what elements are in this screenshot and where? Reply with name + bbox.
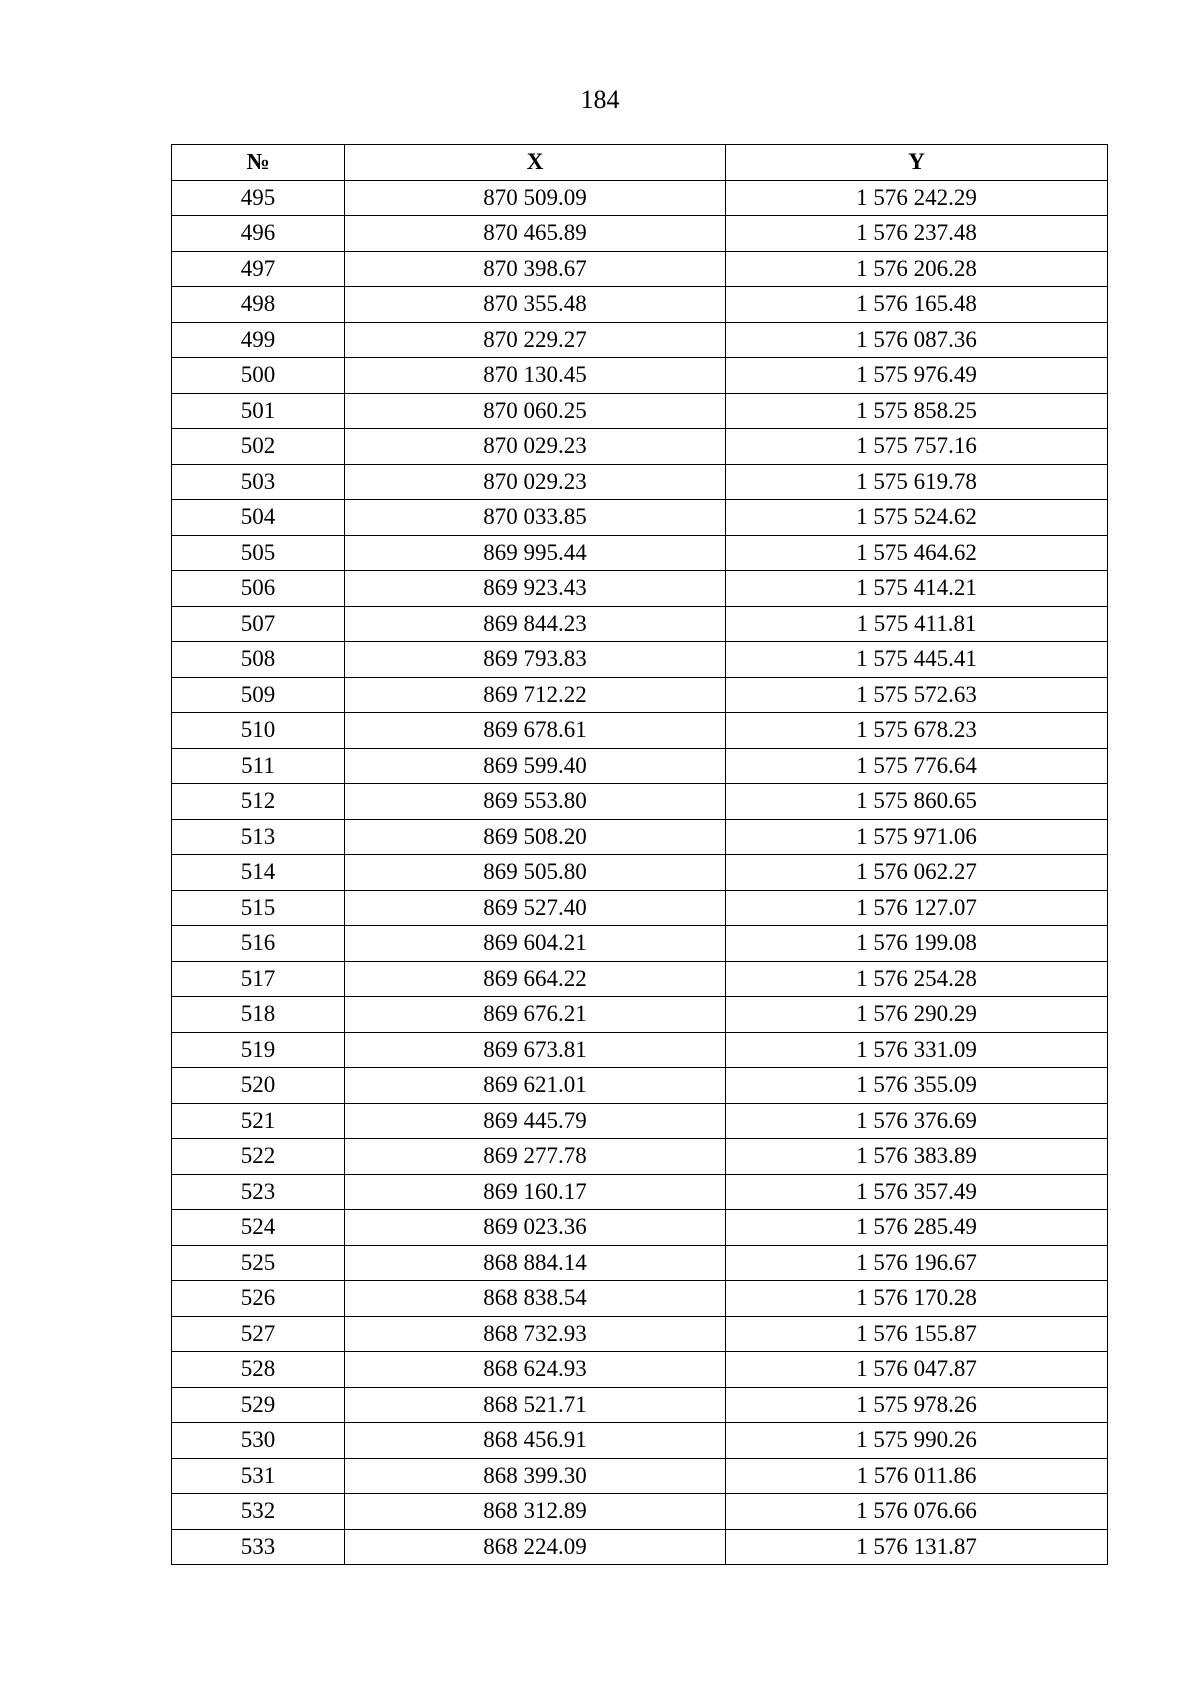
cell-number: 513 [172, 819, 345, 855]
cell-x: 869 995.44 [345, 535, 726, 571]
cell-number: 501 [172, 393, 345, 429]
cell-x: 868 884.14 [345, 1245, 726, 1281]
cell-y: 1 575 678.23 [726, 713, 1108, 749]
cell-number: 511 [172, 748, 345, 784]
table-row [172, 961, 1108, 997]
cell-y: 1 576 087.36 [726, 322, 1108, 358]
cell-y: 1 576 376.69 [726, 1103, 1108, 1139]
cell-y: 1 575 572.63 [726, 677, 1108, 713]
cell-x: 869 673.81 [345, 1032, 726, 1068]
cell-x: 868 456.91 [345, 1423, 726, 1459]
cell-number: 498 [172, 287, 345, 323]
cell-y: 1 576 285.49 [726, 1210, 1108, 1246]
cell-number: 529 [172, 1387, 345, 1423]
cell-x: 869 599.40 [345, 748, 726, 784]
cell-number: 496 [172, 216, 345, 252]
cell-x: 868 624.93 [345, 1352, 726, 1388]
cell-x: 870 029.23 [345, 429, 726, 465]
table-row [172, 322, 1108, 358]
cell-y: 1 576 357.49 [726, 1174, 1108, 1210]
cell-y: 1 576 290.29 [726, 997, 1108, 1033]
cell-y: 1 576 331.09 [726, 1032, 1108, 1068]
cell-x: 868 838.54 [345, 1281, 726, 1317]
cell-y: 1 575 858.25 [726, 393, 1108, 429]
cell-y: 1 575 757.16 [726, 429, 1108, 465]
cell-y: 1 576 196.67 [726, 1245, 1108, 1281]
cell-y: 1 576 199.08 [726, 926, 1108, 962]
cell-number: 533 [172, 1529, 345, 1565]
cell-y: 1 576 127.07 [726, 890, 1108, 926]
cell-y: 1 576 155.87 [726, 1316, 1108, 1352]
table-row [172, 464, 1108, 500]
table-row [172, 1281, 1108, 1317]
cell-number: 530 [172, 1423, 345, 1459]
cell-x: 870 033.85 [345, 500, 726, 536]
cell-y: 1 576 383.89 [726, 1139, 1108, 1175]
cell-number: 527 [172, 1316, 345, 1352]
table-row [172, 926, 1108, 962]
table-row [172, 1423, 1108, 1459]
cell-y: 1 575 411.81 [726, 606, 1108, 642]
table-row [172, 1352, 1108, 1388]
cell-y: 1 576 170.28 [726, 1281, 1108, 1317]
cell-y: 1 575 776.64 [726, 748, 1108, 784]
cell-number: 508 [172, 642, 345, 678]
cell-x: 869 664.22 [345, 961, 726, 997]
table-row [172, 535, 1108, 571]
cell-x: 869 923.43 [345, 571, 726, 607]
cell-y: 1 575 990.26 [726, 1423, 1108, 1459]
cell-number: 514 [172, 855, 345, 891]
cell-number: 516 [172, 926, 345, 962]
cell-y: 1 576 206.28 [726, 251, 1108, 287]
table-row [172, 429, 1108, 465]
cell-x: 870 509.09 [345, 180, 726, 216]
header-y: Y [726, 145, 1108, 181]
table-row [172, 819, 1108, 855]
cell-y: 1 575 445.41 [726, 642, 1108, 678]
cell-y: 1 575 978.26 [726, 1387, 1108, 1423]
cell-x: 868 732.93 [345, 1316, 726, 1352]
table-row [172, 571, 1108, 607]
cell-x: 868 312.89 [345, 1494, 726, 1530]
cell-number: 517 [172, 961, 345, 997]
cell-number: 499 [172, 322, 345, 358]
table-row [172, 1494, 1108, 1530]
table-row [172, 1316, 1108, 1352]
cell-x: 870 029.23 [345, 464, 726, 500]
cell-number: 523 [172, 1174, 345, 1210]
table-row [172, 713, 1108, 749]
cell-number: 502 [172, 429, 345, 465]
table-row [172, 1210, 1108, 1246]
cell-y: 1 576 076.66 [726, 1494, 1108, 1530]
table-row [172, 1139, 1108, 1175]
cell-number: 506 [172, 571, 345, 607]
cell-x: 869 621.01 [345, 1068, 726, 1104]
cell-x: 869 676.21 [345, 997, 726, 1033]
cell-y: 1 576 011.86 [726, 1458, 1108, 1494]
table-row [172, 1387, 1108, 1423]
cell-y: 1 575 971.06 [726, 819, 1108, 855]
cell-y: 1 575 524.62 [726, 500, 1108, 536]
cell-y: 1 576 131.87 [726, 1529, 1108, 1565]
cell-y: 1 575 464.62 [726, 535, 1108, 571]
cell-y: 1 576 237.48 [726, 216, 1108, 252]
table-header-row [172, 145, 1108, 181]
table-row [172, 606, 1108, 642]
header-number: № [172, 145, 345, 181]
cell-x: 870 130.45 [345, 358, 726, 394]
cell-x: 870 465.89 [345, 216, 726, 252]
cell-y: 1 576 165.48 [726, 287, 1108, 323]
cell-x: 868 521.71 [345, 1387, 726, 1423]
table-row [172, 1529, 1108, 1565]
cell-y: 1 576 062.27 [726, 855, 1108, 891]
table-row [172, 287, 1108, 323]
table-row [172, 677, 1108, 713]
cell-y: 1 575 619.78 [726, 464, 1108, 500]
cell-number: 531 [172, 1458, 345, 1494]
cell-x: 869 712.22 [345, 677, 726, 713]
cell-number: 518 [172, 997, 345, 1033]
cell-x: 869 023.36 [345, 1210, 726, 1246]
table-row [172, 855, 1108, 891]
table-row [172, 216, 1108, 252]
cell-x: 869 445.79 [345, 1103, 726, 1139]
cell-y: 1 575 860.65 [726, 784, 1108, 820]
cell-y: 1 575 414.21 [726, 571, 1108, 607]
table-row [172, 500, 1108, 536]
table-row [172, 890, 1108, 926]
cell-x: 869 678.61 [345, 713, 726, 749]
cell-number: 500 [172, 358, 345, 394]
cell-number: 519 [172, 1032, 345, 1068]
table-row [172, 997, 1108, 1033]
cell-x: 870 398.67 [345, 251, 726, 287]
table-row [172, 393, 1108, 429]
cell-y: 1 576 355.09 [726, 1068, 1108, 1104]
table-row [172, 748, 1108, 784]
cell-x: 869 844.23 [345, 606, 726, 642]
cell-x: 869 277.78 [345, 1139, 726, 1175]
cell-number: 507 [172, 606, 345, 642]
cell-y: 1 576 254.28 [726, 961, 1108, 997]
cell-x: 869 527.40 [345, 890, 726, 926]
table-row [172, 251, 1108, 287]
cell-y: 1 576 242.29 [726, 180, 1108, 216]
cell-x: 868 224.09 [345, 1529, 726, 1565]
cell-number: 525 [172, 1245, 345, 1281]
table-row [172, 1245, 1108, 1281]
cell-x: 869 604.21 [345, 926, 726, 962]
cell-number: 495 [172, 180, 345, 216]
table-row [172, 642, 1108, 678]
cell-x: 869 160.17 [345, 1174, 726, 1210]
cell-x: 869 553.80 [345, 784, 726, 820]
table-row [172, 1174, 1108, 1210]
cell-number: 509 [172, 677, 345, 713]
cell-x: 869 505.80 [345, 855, 726, 891]
table-row [172, 1103, 1108, 1139]
cell-number: 503 [172, 464, 345, 500]
cell-number: 521 [172, 1103, 345, 1139]
cell-number: 497 [172, 251, 345, 287]
cell-x: 869 793.83 [345, 642, 726, 678]
cell-x: 870 229.27 [345, 322, 726, 358]
cell-x: 870 060.25 [345, 393, 726, 429]
cell-y: 1 575 976.49 [726, 358, 1108, 394]
table-row [172, 1068, 1108, 1104]
cell-number: 524 [172, 1210, 345, 1246]
coordinates-table [171, 144, 1108, 1565]
cell-x: 868 399.30 [345, 1458, 726, 1494]
cell-number: 520 [172, 1068, 345, 1104]
cell-number: 526 [172, 1281, 345, 1317]
page-number: 184 [580, 85, 620, 114]
cell-x: 870 355.48 [345, 287, 726, 323]
cell-x: 869 508.20 [345, 819, 726, 855]
table-row [172, 1458, 1108, 1494]
table-row [172, 1032, 1108, 1068]
cell-number: 510 [172, 713, 345, 749]
table-row [172, 784, 1108, 820]
cell-number: 512 [172, 784, 345, 820]
table-row [172, 358, 1108, 394]
table-body [172, 180, 1108, 1565]
cell-number: 522 [172, 1139, 345, 1175]
table-row [172, 180, 1108, 216]
cell-number: 532 [172, 1494, 345, 1530]
cell-y: 1 576 047.87 [726, 1352, 1108, 1388]
cell-number: 528 [172, 1352, 345, 1388]
cell-number: 504 [172, 500, 345, 536]
cell-number: 515 [172, 890, 345, 926]
header-x: X [345, 145, 726, 181]
cell-number: 505 [172, 535, 345, 571]
